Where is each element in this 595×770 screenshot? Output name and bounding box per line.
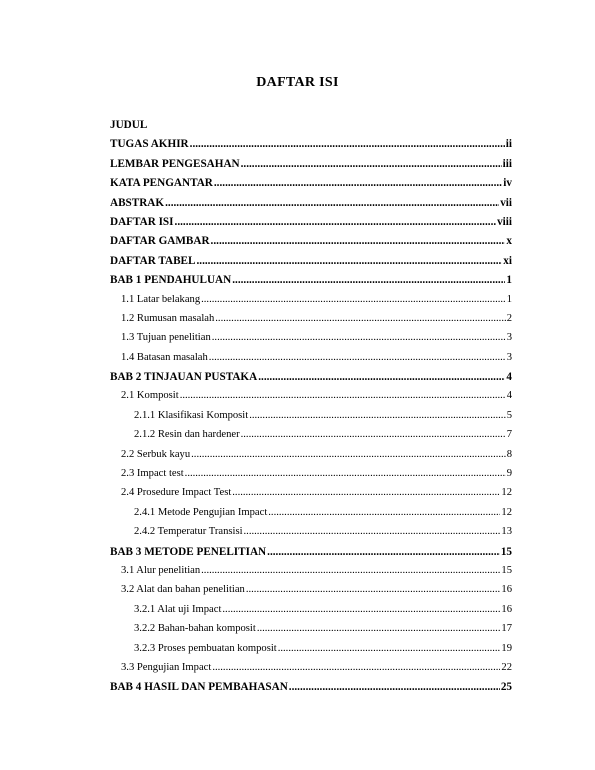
toc-entry-label: DAFTAR TABEL — [110, 254, 196, 267]
toc-entry — [110, 313, 512, 332]
toc-leader-dots — [241, 429, 506, 440]
toc-leader-dots — [196, 255, 502, 267]
table-of-contents — [110, 119, 512, 701]
toc-entry-label: 3.2.2 Bahan-bahan komposit — [134, 623, 256, 635]
toc-entry-label: 2.4.1 Metode Pengujian Impact — [134, 506, 268, 518]
toc-entry-page-number: iv — [503, 177, 512, 190]
toc-entry — [110, 507, 512, 526]
toc-entry — [110, 546, 512, 565]
toc-entry-label: DAFTAR GAMBAR — [110, 235, 210, 248]
toc-entry-page-number: 15 — [501, 564, 512, 576]
toc-entry-label: 2.2 Serbuk kayu — [121, 448, 191, 460]
toc-entry-page-number: 3 — [506, 332, 512, 344]
toc-entry-page-number: 4 — [506, 390, 512, 402]
toc-entry — [110, 371, 512, 390]
toc-entry — [110, 565, 512, 584]
toc-leader-dots — [165, 197, 499, 209]
toc-entry — [110, 255, 512, 274]
toc-entry-page-number: iii — [502, 157, 512, 170]
toc-leader-dots — [215, 313, 505, 324]
toc-entry — [110, 158, 512, 177]
toc-entry-page-number: 13 — [501, 526, 512, 538]
toc-leader-dots — [232, 487, 500, 498]
toc-leader-dots — [241, 158, 502, 170]
toc-entry-page-number: 12 — [501, 487, 512, 499]
toc-entry — [110, 643, 512, 662]
toc-leader-dots — [185, 468, 506, 479]
toc-entry-page-number: 3 — [506, 351, 512, 363]
toc-leader-dots — [201, 565, 500, 576]
toc-leader-dots — [222, 604, 500, 615]
toc-entry-page-number: 4 — [506, 371, 512, 384]
toc-leader-dots — [180, 390, 506, 401]
toc-leader-dots — [191, 449, 506, 460]
toc-entry-label: 3.2 Alat dan bahan penelitian — [121, 584, 245, 596]
toc-leader-dots — [212, 662, 500, 673]
toc-entry-page-number: vii — [500, 196, 512, 209]
toc-entry-label: KATA PENGANTAR — [110, 177, 213, 190]
toc-entry-label: 1.2 Rumusan masalah — [121, 312, 215, 324]
toc-entry — [110, 119, 512, 138]
toc-entry — [110, 390, 512, 409]
toc-entry-page-number: 1 — [506, 293, 512, 305]
toc-entry — [110, 662, 512, 681]
toc-leader-dots — [246, 584, 501, 595]
toc-entry-page-number: 17 — [501, 623, 512, 635]
toc-leader-dots — [244, 526, 501, 537]
toc-entry-page-number: 15 — [500, 545, 512, 558]
toc-entry — [110, 449, 512, 468]
toc-leader-dots — [268, 507, 500, 518]
toc-entry-page-number: 16 — [501, 584, 512, 596]
toc-entry-label: JUDUL — [110, 119, 148, 131]
toc-entry-page-number: 25 — [500, 681, 512, 694]
toc-entry — [110, 138, 512, 157]
toc-entry-page-number: 12 — [501, 506, 512, 518]
toc-entry-page-number: 5 — [506, 409, 512, 421]
toc-entry-label: 2.4.2 Temperatur Transisi — [134, 526, 243, 538]
toc-entry — [110, 352, 512, 371]
toc-entry-label: 2.1 Komposit — [121, 390, 179, 402]
toc-entry — [110, 177, 512, 196]
toc-entry-label: 3.1 Alur penelitian — [121, 564, 201, 576]
toc-entry-page-number: 8 — [506, 448, 512, 460]
toc-entry-label: 2.3 Impact test — [121, 468, 184, 480]
toc-entry — [110, 623, 512, 642]
toc-entry-label: 2.4 Prosedure Impact Test — [121, 487, 232, 499]
toc-entry-label: 1.4 Batasan masalah — [121, 351, 208, 363]
toc-entry — [110, 235, 512, 254]
toc-entry-label: 2.1.1 Klasifikasi Komposit — [134, 409, 249, 421]
toc-entry — [110, 681, 512, 700]
toc-leader-dots — [258, 371, 505, 383]
toc-leader-dots — [211, 235, 506, 247]
toc-leader-dots — [289, 681, 500, 693]
toc-leader-dots — [278, 643, 501, 654]
page-title: DAFTAR ISI — [256, 75, 339, 90]
toc-entry — [110, 197, 512, 216]
toc-entry-page-number: 9 — [506, 468, 512, 480]
toc-entry — [110, 429, 512, 448]
toc-entry — [110, 604, 512, 623]
toc-entry-page-number: x — [506, 235, 512, 248]
toc-leader-dots — [257, 623, 501, 634]
toc-leader-dots — [249, 410, 506, 421]
toc-entry-label: BAB 3 METODE PENELITIAN — [110, 545, 267, 558]
toc-entry-label: BAB 1 PENDAHULUAN — [110, 274, 232, 287]
toc-entry-label: LEMBAR PENGESAHAN — [110, 157, 240, 170]
toc-entry — [110, 332, 512, 351]
toc-entry-label: 2.1.2 Resin dan hardener — [134, 429, 240, 441]
toc-entry-label: ABSTRAK — [110, 196, 165, 209]
toc-leader-dots — [267, 546, 500, 558]
toc-leader-dots — [214, 177, 502, 189]
toc-leader-dots — [212, 332, 506, 343]
toc-leader-dots — [190, 138, 505, 150]
toc-entry-page-number: 16 — [501, 603, 512, 615]
toc-leader-dots — [201, 294, 506, 305]
toc-leader-dots — [232, 274, 505, 286]
toc-entry — [110, 216, 512, 235]
toc-entry-label: 3.2.1 Alat uji Impact — [134, 603, 222, 615]
toc-entry-label: 1.3 Tujuan penelitian — [121, 332, 211, 344]
toc-entry-label: 1.1 Latar belakang — [121, 293, 201, 305]
toc-entry-page-number: 7 — [506, 429, 512, 441]
toc-entry-page-number: 1 — [506, 274, 512, 287]
toc-entry-label: 3.3 Pengujian Impact — [121, 661, 212, 673]
toc-entry — [110, 584, 512, 603]
toc-entry-label: BAB 2 TINJAUAN PUSTAKA — [110, 371, 258, 384]
toc-entry-page-number: 22 — [501, 661, 512, 673]
toc-entry-page-number: 2 — [506, 312, 512, 324]
toc-entry-page-number: xi — [503, 254, 512, 267]
toc-entry-label: DAFTAR ISI — [110, 215, 174, 228]
toc-entry-label: TUGAS AKHIR — [110, 138, 189, 151]
toc-entry — [110, 294, 512, 313]
toc-leader-dots — [175, 216, 497, 228]
toc-entry-page-number: ii — [505, 138, 512, 151]
toc-entry — [110, 274, 512, 293]
toc-entry — [110, 410, 512, 429]
toc-entry-label: 3.2.3 Proses pembuatan komposit — [134, 642, 277, 654]
toc-entry — [110, 487, 512, 506]
toc-leader-dots — [209, 352, 506, 363]
toc-entry — [110, 526, 512, 545]
toc-entry-page-number: viii — [497, 215, 512, 228]
toc-entry-label: BAB 4 HASIL DAN PEMBAHASAN — [110, 681, 288, 694]
toc-entry-page-number: 19 — [501, 642, 512, 654]
toc-entry — [110, 468, 512, 487]
